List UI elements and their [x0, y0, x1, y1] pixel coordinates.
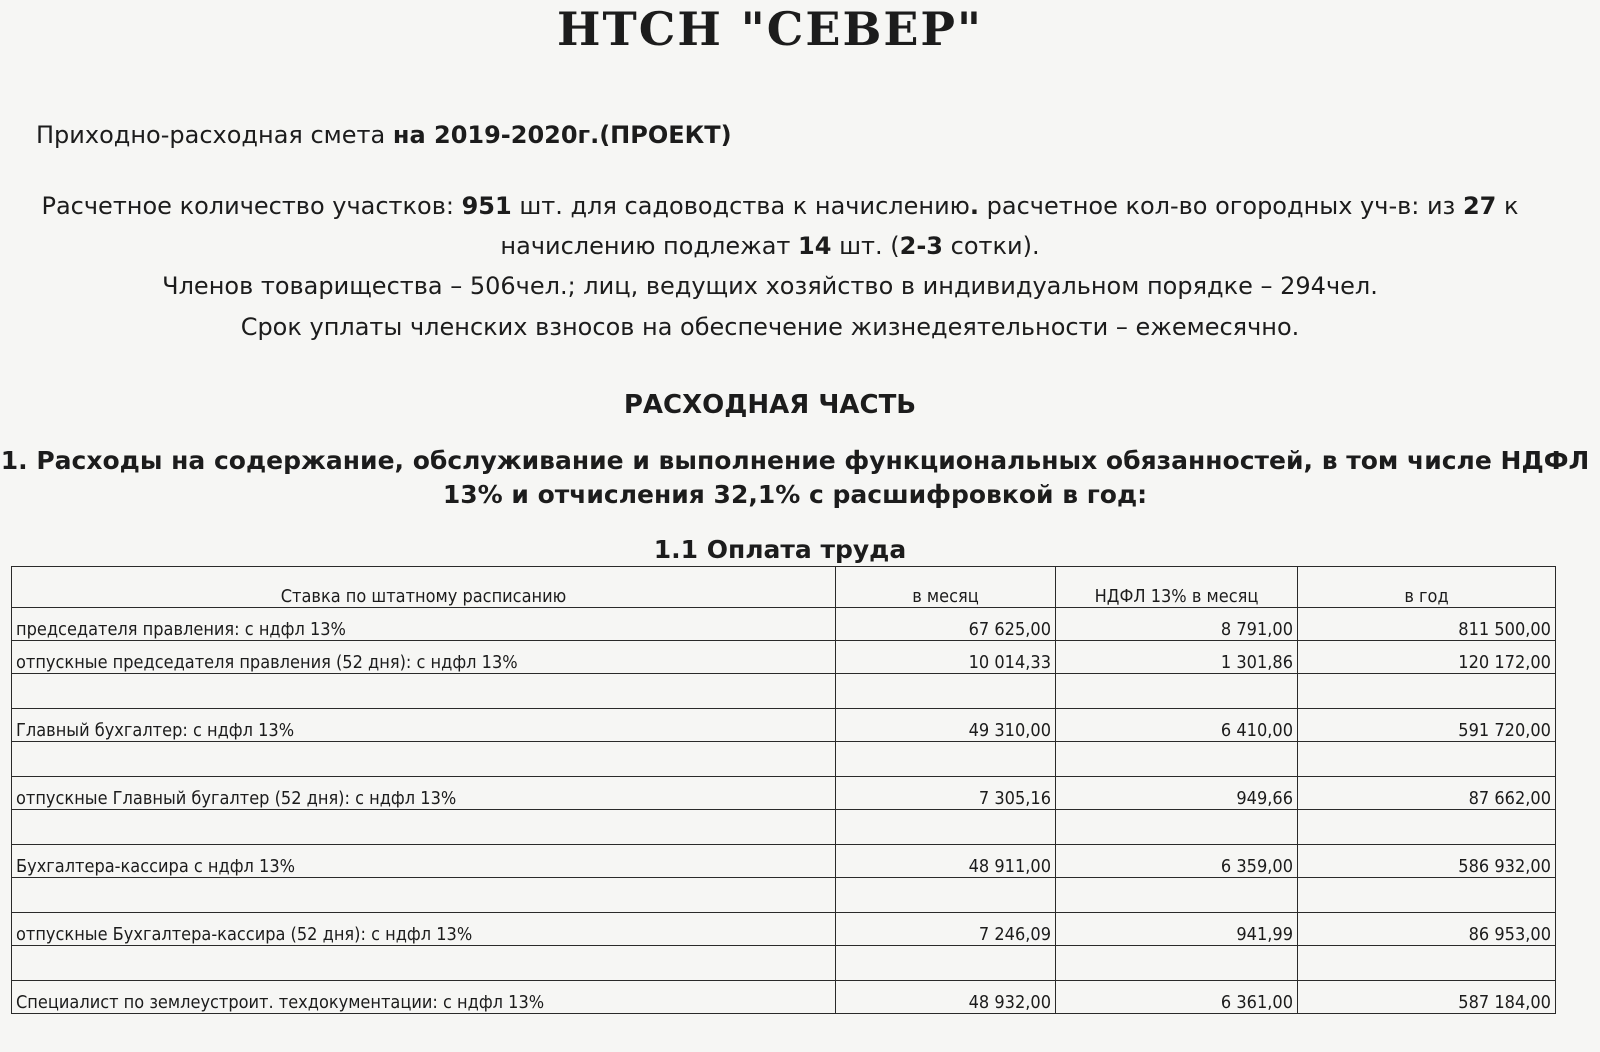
plots-line	[0, 192, 1560, 220]
row-month: 48 911,00	[836, 845, 1056, 878]
table-spacer-row	[12, 878, 1556, 913]
line2-count: 14	[798, 232, 832, 260]
expense-section-title: РАСХОДНАЯ ЧАСТЬ	[623, 390, 917, 420]
garden-prefix: расчетное кол-во огородных уч-в: из	[979, 192, 1463, 220]
empty-cell	[12, 742, 836, 777]
empty-cell	[12, 878, 836, 913]
plots-count: 951	[461, 192, 512, 220]
row-name: отпускные Главный бугалтер (52 дня): с ндфл 13%	[12, 777, 836, 810]
line2-middle: шт. (	[831, 232, 900, 260]
plots-middle: шт. для садоводства к начислению	[511, 192, 970, 220]
table-row	[12, 777, 1556, 810]
garden-total: 27	[1462, 192, 1497, 220]
table-row	[12, 845, 1556, 878]
members-line: Членов товарищества – 506чел.; лиц, ведущих хозяйство в индивидуальном порядке – 294чел.	[162, 272, 1378, 300]
estimate-title	[36, 121, 732, 149]
empty-cell	[1056, 878, 1298, 913]
empty-cell	[12, 810, 836, 845]
empty-cell	[1056, 810, 1298, 845]
table-row	[12, 913, 1556, 946]
row-ndfl: 6 359,00	[1056, 845, 1298, 878]
row-year: 586 932,00	[1298, 845, 1556, 878]
empty-cell	[1298, 742, 1556, 777]
row-name: Специалист по землеустроит. техдокументации: с ндфл 13%	[12, 981, 836, 1014]
empty-cell	[1056, 674, 1298, 709]
row-year: 120 172,00	[1298, 641, 1556, 674]
empty-cell	[1298, 810, 1556, 845]
expense-heading-line-2: 13% и отчисления 32,1% с расшифровкой в год:	[442, 480, 1148, 509]
row-name: отпускные председателя правления (52 дня): с ндфл 13%	[12, 641, 836, 674]
empty-cell	[1298, 946, 1556, 981]
table-spacer-row	[12, 810, 1556, 845]
column-header-ndfl: НДФЛ 13% в месяц	[1056, 567, 1298, 608]
empty-cell	[836, 674, 1056, 709]
plots-prefix: Расчетное количество участков:	[41, 192, 462, 220]
table-row	[12, 641, 1556, 674]
row-name: отпускные Бухгалтера-кассира (52 дня): с ндфл 13%	[12, 913, 836, 946]
empty-cell	[1056, 946, 1298, 981]
table-row	[12, 709, 1556, 742]
row-ndfl: 8 791,00	[1056, 608, 1298, 641]
row-ndfl: 949,66	[1056, 777, 1298, 810]
empty-cell	[836, 946, 1056, 981]
table-header-row	[12, 567, 1556, 608]
table-spacer-row	[12, 674, 1556, 709]
row-year: 87 662,00	[1298, 777, 1556, 810]
row-month: 67 625,00	[836, 608, 1056, 641]
row-name: председателя правления: с ндфл 13%	[12, 608, 836, 641]
plots-dot: .	[969, 192, 979, 220]
row-month: 7 246,09	[836, 913, 1056, 946]
expense-heading-line-1: 1. Расходы на содержание, обслуживание и выполнение функциональных обязанностей, в том числе НДФЛ	[0, 446, 1590, 475]
organization-title: НТСН "СЕВЕР"	[557, 2, 983, 56]
row-month: 49 310,00	[836, 709, 1056, 742]
empty-cell	[12, 674, 836, 709]
payment-line: Срок уплаты членских взносов на обеспечение жизнедеятельности – ежемесячно.	[240, 313, 1300, 341]
table-spacer-row	[12, 946, 1556, 981]
row-name: Бухгалтера-кассира с ндфл 13%	[12, 845, 836, 878]
garden-suffix: к	[1496, 192, 1519, 220]
table-row	[12, 981, 1556, 1014]
empty-cell	[836, 878, 1056, 913]
salary-table	[11, 566, 1556, 1014]
line2-prefix: начислению подлежат	[500, 232, 799, 260]
empty-cell	[836, 810, 1056, 845]
row-month: 10 014,33	[836, 641, 1056, 674]
plots-line-2	[0, 232, 1540, 260]
row-year: 811 500,00	[1298, 608, 1556, 641]
empty-cell	[12, 946, 836, 981]
table-spacer-row	[12, 742, 1556, 777]
row-ndfl: 6 410,00	[1056, 709, 1298, 742]
column-header-year: в год	[1298, 567, 1556, 608]
row-year: 591 720,00	[1298, 709, 1556, 742]
row-name: Главный бухгалтер: с ндфл 13%	[12, 709, 836, 742]
empty-cell	[1298, 674, 1556, 709]
empty-cell	[1298, 878, 1556, 913]
salary-subheading: 1.1 Оплата труда	[653, 535, 907, 564]
row-year: 86 953,00	[1298, 913, 1556, 946]
row-month: 7 305,16	[836, 777, 1056, 810]
row-month: 48 932,00	[836, 981, 1056, 1014]
line2-suffix: сотки).	[943, 232, 1040, 260]
estimate-title-prefix: Приходно-расходная смета	[36, 121, 393, 149]
row-ndfl: 941,99	[1056, 913, 1298, 946]
column-header-position: Ставка по штатному расписанию	[12, 567, 836, 608]
table-row	[12, 608, 1556, 641]
estimate-title-period: на 2019-2020г.(ПРОЕКТ)	[392, 121, 732, 149]
empty-cell	[1056, 742, 1298, 777]
column-header-month: в месяц	[836, 567, 1056, 608]
row-ndfl: 6 361,00	[1056, 981, 1298, 1014]
row-year: 587 184,00	[1298, 981, 1556, 1014]
row-ndfl: 1 301,86	[1056, 641, 1298, 674]
line2-bold: 2-3	[899, 232, 943, 260]
empty-cell	[836, 742, 1056, 777]
